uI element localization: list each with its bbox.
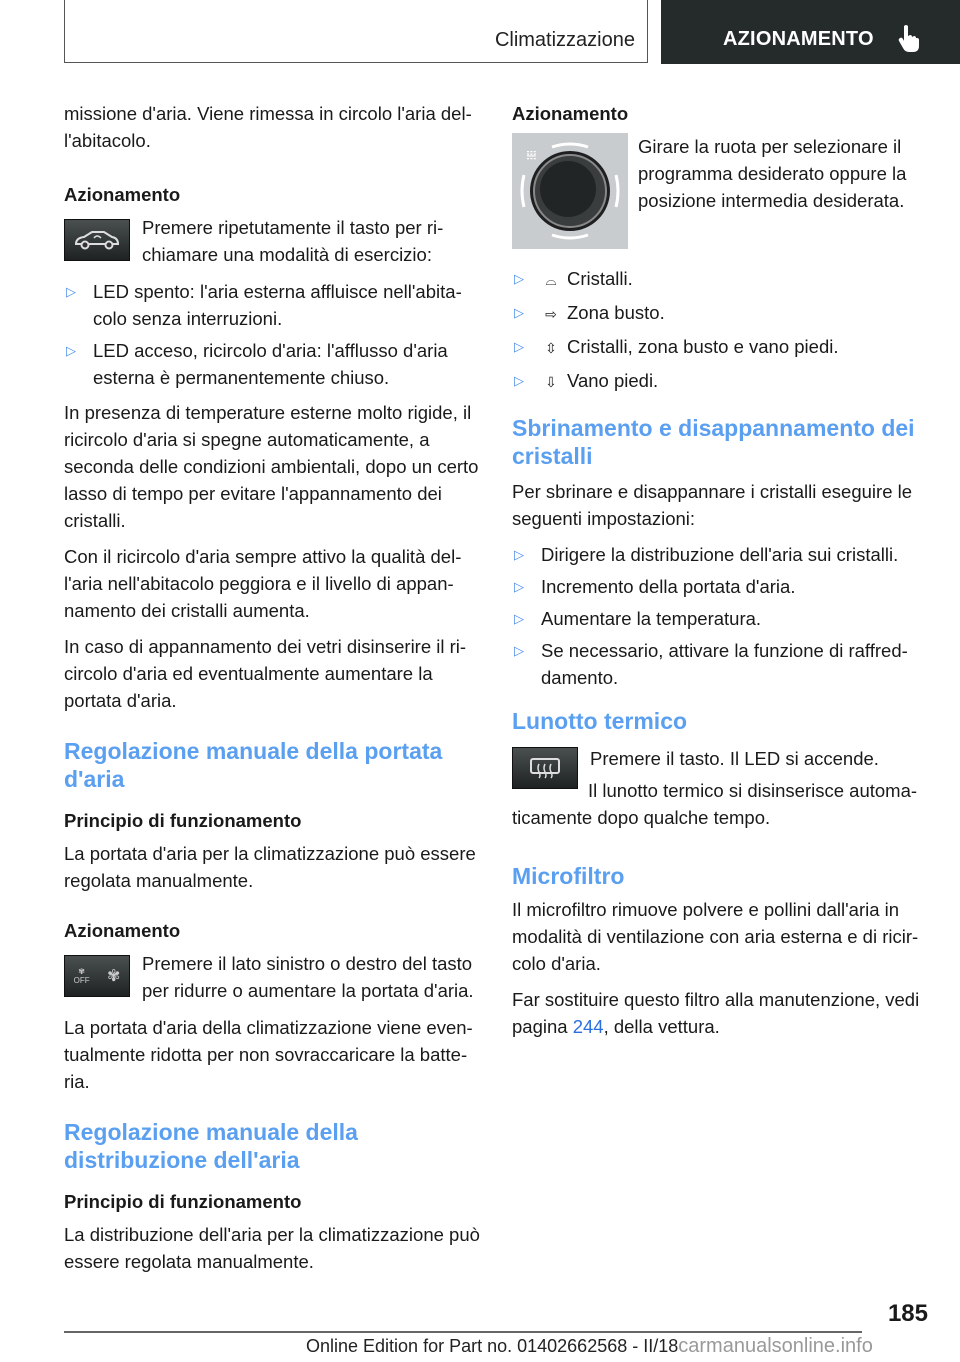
chapter-title: Climatizzazione (494, 29, 635, 51)
footer-edition: Online Edition for Part no. 01402662568 - II/18carmanualsonline.info (306, 1335, 873, 1357)
section-heading-distribuzione: Regolazione manuale della distribuzione dell'aria (64, 1119, 358, 1173)
air-distribution-dial-icon (512, 133, 628, 249)
fan-speed-button-icon: ✾ OFF ✾ (64, 955, 130, 997)
page-number: 185 (887, 1300, 928, 1327)
hand-pointer-icon (897, 24, 919, 52)
list-item: ▷ ⌓ Cristalli. (512, 265, 932, 294)
bullet-triangle-icon: ▷ (66, 284, 76, 299)
principio-text: La distribuzione dell'aria per la climatizzazione può essere regolata manualmente. (64, 1224, 480, 1272)
all-zones-icon: ⇳ (545, 340, 557, 356)
recirculation-button-icon (64, 219, 130, 261)
paragraph: Con il ricircolo d'aria sempre attivo la qualità dell'aria nell'abitacolo peggiora e il livello di appannamento dei cristalli aumenta. (64, 546, 462, 621)
recirculation-bullets (64, 278, 484, 391)
footwell-icon: ⇩ (545, 374, 557, 390)
microfiltro-text: Il microfiltro rimuove polvere e pollini dall'aria in modalità di ventilazione con aria esterna e di ricircolo d'aria. (512, 899, 919, 974)
section-heading-lunotto: Lunotto termico (512, 708, 688, 734)
bullet-triangle-icon: ▷ (514, 611, 524, 626)
sbrinamento-intro: Per sbrinare e disappannare i cristalli eseguire le seguenti impostazioni: (512, 481, 913, 529)
azionamento-heading: Azionamento (64, 920, 181, 941)
fan-instruction: Premere il lato sinistro o destro del tasto per ridurre o aumentare la portata d'aria. (142, 953, 474, 1001)
intro-paragraph: missione d'aria. Viene rimessa in circolo l'aria dell'abitacolo. (64, 103, 472, 151)
watermark: carmanualsonline.info (678, 1335, 873, 1357)
paragraph: In presenza di temperature esterne molto rigide, il ricircolo d'aria si spegne automaticamente, a seconda delle condizioni ambientali, dopo un certo lasso di tempo per evitare l'appannamento dei cristalli. (64, 402, 479, 531)
section-heading-sbrinamento: Sbrinamento e disappannamento dei cristalli (512, 415, 915, 469)
sbrinamento-bullets (512, 541, 932, 691)
header-chapter-tab (64, 0, 648, 63)
right-column (512, 100, 932, 1049)
bullet-triangle-icon: ▷ (514, 373, 524, 388)
page-link[interactable]: 244 (572, 1016, 604, 1037)
bullet-triangle-icon: ▷ (514, 643, 524, 658)
principio-heading: Principio di funzionamento (64, 810, 302, 831)
list-item: ▷ ⇨ Zona busto. (512, 299, 932, 328)
bullet-triangle-icon: ▷ (514, 271, 524, 286)
recirculation-row (64, 214, 484, 268)
section-heading-microfiltro: Microfiltro (512, 863, 625, 889)
bullet-triangle-icon: ▷ (514, 579, 524, 594)
svg-text:𝍐: 𝍐 (526, 148, 537, 162)
bullet-triangle-icon: ▷ (514, 339, 524, 354)
recirculation-instruction: Premere ripetutamente il tasto per richiamare una modalità di esercizio: (142, 217, 444, 265)
list-item: ▷ Se necessario, attivare la funzione di raffreddamento. (512, 637, 932, 691)
list-item: ▷ Incremento della portata d'aria. (512, 573, 932, 600)
bullet-triangle-icon: ▷ (514, 547, 524, 562)
azionamento-heading: Azionamento (64, 184, 181, 205)
header-section-tab (661, 0, 960, 64)
battery-note: La portata d'aria della climatizzazione viene eventualmente ridotta per non sovraccaricare la batteria. (64, 1017, 473, 1092)
footer-divider (64, 1331, 862, 1333)
fan-row (64, 950, 484, 1004)
windshield-icon: ⌓ (545, 272, 557, 288)
list-item: ▷ ⇳ Cristalli, zona busto e vano piedi. (512, 333, 932, 362)
dial-row (512, 133, 932, 249)
list-item: ▷ LED acceso, ricircolo d'aria: l'afflusso d'aria esterna è permanentemente chiuso. (64, 337, 484, 391)
microfiltro-service-text: Far sostituire questo filtro alla manutenzione, vedi pagina 244, della vettura. (512, 989, 920, 1037)
dial-instruction: Girare la ruota per selezionare il programma desiderato oppure la posizione intermedia desiderata. (638, 136, 907, 211)
left-column (64, 100, 484, 1284)
list-item: ▷ LED spento: l'aria esterna affluisce nell'abitacolo senza interruzioni. (64, 278, 484, 332)
bullet-triangle-icon: ▷ (66, 343, 76, 358)
principio-text: La portata d'aria per la climatizzazione può essere regolata manualmente. (64, 843, 476, 891)
section-title: AZIONAMENTO (723, 28, 874, 50)
bullet-triangle-icon: ▷ (514, 305, 524, 320)
lunotto-line2: Il lunotto termico si disinserisce automaticamente dopo qualche tempo. (512, 780, 918, 828)
upper-body-icon: ⇨ (545, 306, 557, 322)
paragraph: In caso di appannamento dei vetri disinserire il ricircolo d'aria ed eventualmente aumentare la portata d'aria. (64, 636, 467, 711)
lunotto-line1: Premere il tasto. Il LED si accende. (590, 748, 879, 769)
section-heading-portata: Regolazione manuale della portata d'aria (64, 738, 443, 792)
list-item: ▷ ⇩ Vano piedi. (512, 367, 932, 396)
rear-defrost-button-icon (512, 747, 578, 789)
azionamento-heading: Azionamento (512, 103, 629, 124)
list-item: ▷ Dirigere la distribuzione dell'aria sui cristalli. (512, 541, 932, 568)
principio-heading: Principio di funzionamento (64, 1191, 302, 1212)
list-item: ▷ Aumentare la temperatura. (512, 605, 932, 632)
distribution-bullets (512, 265, 932, 396)
